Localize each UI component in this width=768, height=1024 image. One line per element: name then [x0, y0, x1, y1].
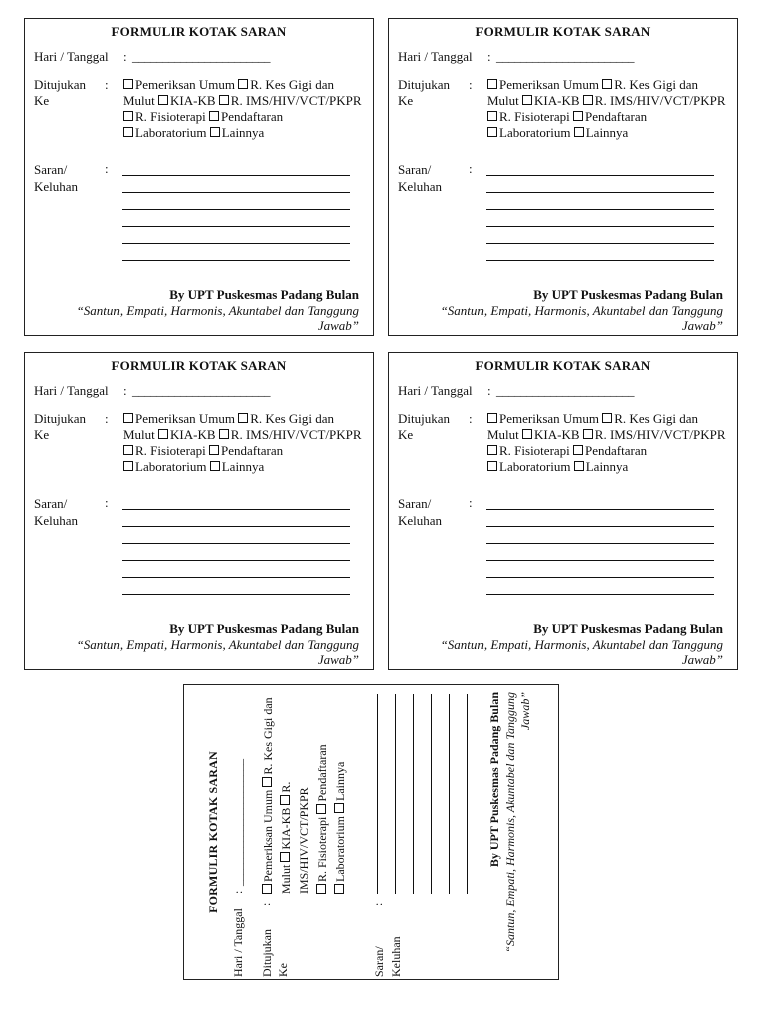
checkbox-kia-kb[interactable] — [158, 95, 168, 105]
checkbox-ims[interactable] — [280, 795, 290, 805]
checkbox-lainnya[interactable] — [334, 803, 344, 813]
issuer-line: By UPT Puskesmas Padang Bulan — [533, 621, 723, 636]
checkbox-pemeriksaan-umum[interactable] — [123, 413, 133, 423]
checkbox-laboratorium[interactable] — [123, 461, 133, 471]
option-pemeriksaan-umum: Pemeriksan Umum — [499, 77, 600, 92]
issuer-line: By UPT Puskesmas Padang Bulan — [169, 621, 359, 636]
option-ims: R. IMS/HIV/VCT/PKPR — [594, 427, 726, 442]
checkbox-pendaftaran[interactable] — [209, 445, 219, 455]
checkbox-pemeriksaan-umum[interactable] — [487, 413, 497, 423]
destination-options — [123, 77, 363, 141]
issuer-line: By UPT Puskesmas Padang Bulan — [533, 287, 723, 302]
checkbox-pemeriksaan-umum[interactable] — [262, 884, 272, 894]
motto: “Santun, Empati, Harmonis, Akuntabel dan Tanggung Jawab” — [76, 637, 359, 667]
motto: “Santun, Empati, Harmonis, Akuntabel dan Tanggung Jawab” — [440, 303, 723, 333]
suggestion-form-2 — [388, 18, 738, 336]
checkbox-kia-kb[interactable] — [280, 852, 290, 862]
suggestion-writing-lines[interactable] — [122, 509, 350, 611]
destination-options — [487, 411, 727, 475]
option-pendaftaran: Pendaftaran — [221, 109, 284, 124]
suggestion-form-5-rotated — [183, 684, 559, 980]
option-pendaftaran: Pendaftaran — [585, 443, 648, 458]
suggestion-label: Saran/ Keluhan — [398, 496, 443, 528]
option-fisioterapi: R. Fisioterapi — [499, 443, 570, 458]
date-field[interactable]: _______________________ — [496, 49, 634, 64]
option-kia-kb: KIA-KB — [170, 427, 216, 442]
option-pendaftaran: Pendaftaran — [315, 744, 329, 802]
checkbox-fisioterapi[interactable] — [487, 111, 497, 121]
checkbox-lainnya[interactable] — [574, 127, 584, 137]
option-pemeriksaan-umum: Pemeriksan Umum — [499, 411, 600, 426]
option-kes-gigi: R. Kes Gigi dan Mulut — [261, 697, 293, 894]
option-fisioterapi: R. Fisioterapi — [499, 109, 570, 124]
suggestion-form-1 — [24, 18, 374, 336]
option-kia-kb: KIA-KB — [534, 93, 580, 108]
suggestion-writing-lines[interactable] — [377, 694, 485, 894]
checkbox-fisioterapi[interactable] — [123, 445, 133, 455]
option-kes-gigi: R. Kes Gigi dan Mulut — [487, 411, 699, 442]
date-field[interactable]: _______________________ — [231, 759, 245, 886]
date-label: Hari / Tanggal — [231, 908, 245, 977]
suggestion-form-4 — [388, 352, 738, 670]
addressed-to-colon: : — [105, 411, 109, 426]
suggestion-colon: : — [469, 161, 473, 176]
checkbox-kes-gigi[interactable] — [602, 79, 612, 89]
option-laboratorium: Laboratorium — [499, 125, 571, 140]
option-kes-gigi: R. Kes Gigi dan Mulut — [123, 411, 335, 442]
suggestion-writing-lines[interactable] — [486, 175, 714, 277]
addressed-to-colon: : — [469, 411, 473, 426]
suggestion-label: Saran/ Keluhan — [372, 936, 403, 977]
checkbox-kes-gigi[interactable] — [238, 79, 248, 89]
checkbox-pendaftaran[interactable] — [209, 111, 219, 121]
option-lainnya: Lainnya — [333, 761, 347, 802]
option-kia-kb: KIA-KB — [170, 93, 216, 108]
date-field[interactable]: _______________________ — [496, 383, 634, 398]
checkbox-fisioterapi[interactable] — [123, 111, 133, 121]
option-laboratorium: Laboratorium — [135, 459, 207, 474]
checkbox-kes-gigi[interactable] — [602, 413, 612, 423]
suggestion-form-3 — [24, 352, 374, 670]
issuer-line: By UPT Puskesmas Padang Bulan — [169, 287, 359, 302]
date-label: Hari / Tanggal — [34, 383, 109, 398]
suggestion-form-5 — [201, 678, 541, 986]
checkbox-pendaftaran[interactable] — [573, 111, 583, 121]
checkbox-laboratorium[interactable] — [487, 461, 497, 471]
addressed-to-label: Ditujukan Ke — [34, 77, 86, 108]
option-kia-kb: KIA-KB — [534, 427, 580, 442]
checkbox-laboratorium[interactable] — [334, 884, 344, 894]
addressed-to-colon: : — [469, 77, 473, 92]
option-lainnya: Lainnya — [585, 125, 629, 140]
option-fisioterapi: R. Fisioterapi — [315, 816, 329, 882]
checkbox-laboratorium[interactable] — [123, 127, 133, 137]
checkbox-pemeriksaan-umum[interactable] — [487, 79, 497, 89]
suggestion-label: Saran/ Keluhan — [34, 496, 79, 528]
addressed-to-label: Ditujukan Ke — [398, 77, 450, 108]
addressed-to-label: Ditujukan Ke — [260, 929, 290, 977]
motto: “Santun, Empati, Harmonis, Akuntabel dan Tanggung Jawab” — [76, 303, 359, 333]
option-lainnya: Lainnya — [221, 125, 265, 140]
checkbox-lainnya[interactable] — [210, 127, 220, 137]
issuer-line: By UPT Puskesmas Padang Bulan — [487, 692, 501, 868]
addressed-to-colon: : — [259, 902, 273, 906]
option-pemeriksaan-umum: Pemeriksan Umum — [135, 411, 236, 426]
date-colon: : — [123, 49, 127, 64]
option-kia-kb: KIA-KB — [279, 807, 293, 850]
option-ims: R. IMS/HIV/VCT/PKPR — [230, 427, 362, 442]
checkbox-pendaftaran[interactable] — [316, 804, 326, 814]
form-title: FORMULIR KOTAK SARAN — [111, 358, 287, 373]
option-laboratorium: Laboratorium — [333, 816, 347, 882]
addressed-to-label: Ditujukan Ke — [398, 411, 450, 442]
destination-options — [259, 684, 349, 894]
checkbox-kia-kb[interactable] — [522, 95, 532, 105]
checkbox-fisioterapi[interactable] — [316, 884, 326, 894]
suggestion-label: Saran/ Keluhan — [398, 162, 443, 194]
suggestion-colon: : — [371, 902, 385, 906]
motto: “Santun, Empati, Harmonis, Akuntabel dan Tanggung Jawab” — [503, 692, 532, 953]
option-ims: R. IMS/HIV/VCT/PKPR — [230, 93, 362, 108]
checkbox-ims[interactable] — [583, 95, 593, 105]
addressed-to-label: Ditujukan Ke — [34, 411, 86, 442]
date-label: Hari / Tanggal — [398, 383, 473, 398]
option-kes-gigi: R. Kes Gigi dan Mulut — [123, 77, 335, 108]
checkbox-kia-kb[interactable] — [158, 429, 168, 439]
option-lainnya: Lainnya — [221, 459, 265, 474]
checkbox-lainnya[interactable] — [210, 461, 220, 471]
checkbox-laboratorium[interactable] — [487, 127, 497, 137]
checkbox-pemeriksaan-umum[interactable] — [123, 79, 133, 89]
form-title: FORMULIR KOTAK SARAN — [475, 24, 651, 39]
option-ims: R. IMS/HIV/VCT/PKPR — [279, 781, 311, 894]
option-fisioterapi: R. Fisioterapi — [135, 443, 206, 458]
motto: “Santun, Empati, Harmonis, Akuntabel dan Tanggung Jawab” — [440, 637, 723, 667]
form-title: FORMULIR KOTAK SARAN — [206, 751, 220, 913]
suggestion-writing-lines[interactable] — [122, 175, 350, 277]
date-label: Hari / Tanggal — [34, 49, 109, 64]
option-kes-gigi: R. Kes Gigi dan Mulut — [487, 77, 699, 108]
date-field[interactable]: _______________________ — [132, 49, 270, 64]
option-lainnya: Lainnya — [585, 459, 629, 474]
suggestion-colon: : — [105, 495, 109, 510]
option-pemeriksaan-umum: Pemeriksan Umum — [135, 77, 236, 92]
checkbox-ims[interactable] — [219, 95, 229, 105]
suggestion-colon: : — [105, 161, 109, 176]
checkbox-fisioterapi[interactable] — [487, 445, 497, 455]
checkbox-kes-gigi[interactable] — [238, 413, 248, 423]
option-pemeriksaan-umum: Pemeriksan Umum — [261, 789, 275, 882]
form-title: FORMULIR KOTAK SARAN — [475, 358, 651, 373]
destination-options — [123, 411, 363, 475]
suggestion-writing-lines[interactable] — [486, 509, 714, 611]
date-colon: : — [487, 383, 491, 398]
option-fisioterapi: R. Fisioterapi — [135, 109, 206, 124]
option-laboratorium: Laboratorium — [499, 459, 571, 474]
option-ims: R. IMS/HIV/VCT/PKPR — [594, 93, 726, 108]
option-pendaftaran: Pendaftaran — [585, 109, 648, 124]
date-colon: : — [123, 383, 127, 398]
date-colon: : — [487, 49, 491, 64]
suggestion-colon: : — [469, 495, 473, 510]
suggestion-label: Saran/ Keluhan — [34, 162, 79, 194]
checkbox-pendaftaran[interactable] — [573, 445, 583, 455]
checkbox-lainnya[interactable] — [574, 461, 584, 471]
destination-options — [487, 77, 727, 141]
checkbox-ims[interactable] — [583, 429, 593, 439]
checkbox-kia-kb[interactable] — [522, 429, 532, 439]
option-pendaftaran: Pendaftaran — [221, 443, 284, 458]
date-field[interactable]: _______________________ — [132, 383, 270, 398]
checkbox-ims[interactable] — [219, 429, 229, 439]
addressed-to-colon: : — [105, 77, 109, 92]
date-colon: : — [231, 890, 245, 894]
form-title: FORMULIR KOTAK SARAN — [111, 24, 287, 39]
date-label: Hari / Tanggal — [398, 49, 473, 64]
checkbox-kes-gigi[interactable] — [262, 777, 272, 787]
option-laboratorium: Laboratorium — [135, 125, 207, 140]
